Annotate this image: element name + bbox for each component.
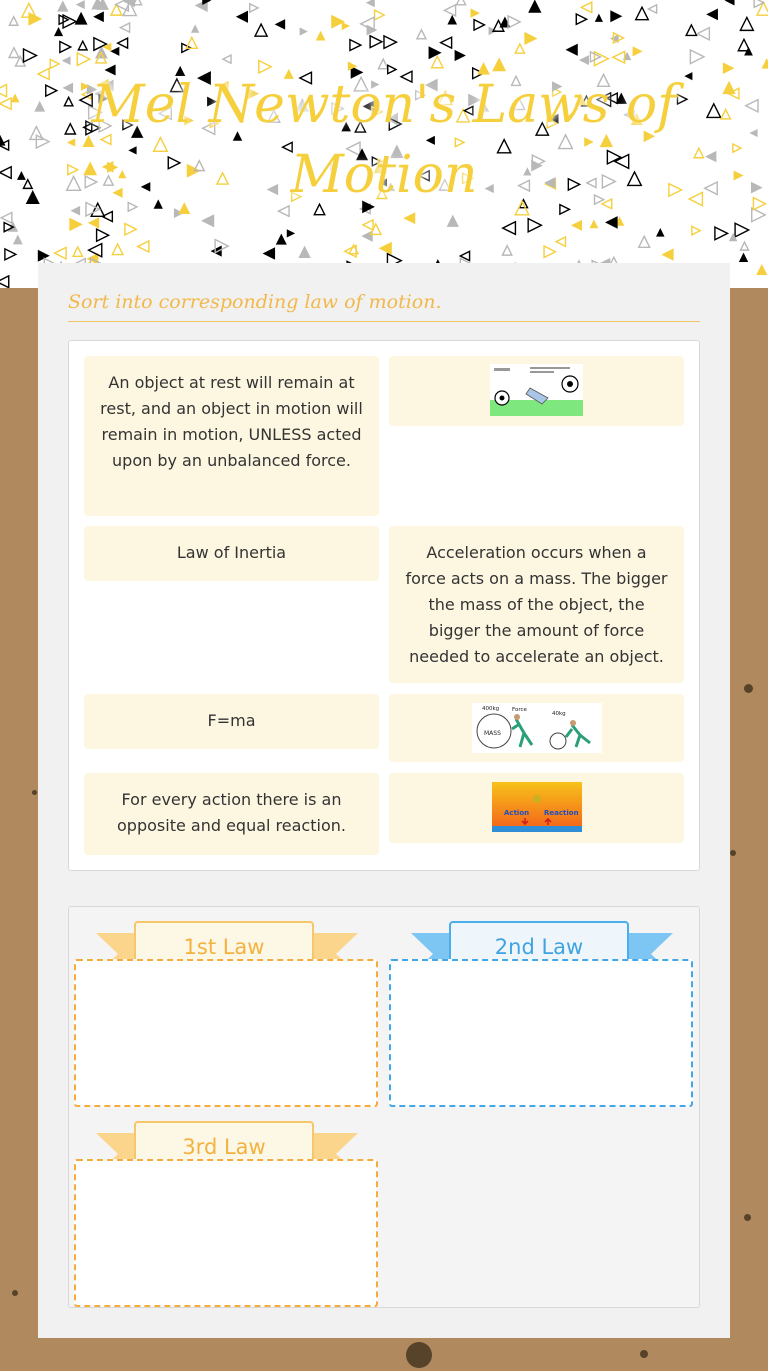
page-title: Mel Newton's Laws of Motion bbox=[91, 75, 677, 205]
pattern-triangle bbox=[316, 31, 326, 41]
pattern-triangle bbox=[50, 59, 59, 68]
pattern-triangle bbox=[255, 24, 267, 36]
pattern-triangle bbox=[734, 170, 744, 180]
pattern-triangle bbox=[502, 246, 511, 255]
pattern-triangle bbox=[735, 223, 749, 237]
pattern-triangle bbox=[723, 62, 735, 74]
pattern-triangle bbox=[378, 59, 388, 69]
pattern-triangle bbox=[23, 180, 32, 189]
pattern-triangle bbox=[595, 14, 603, 22]
tile-text: An object at rest will remain at rest, and an object in motion will remain in motion, UNLESS acted upon by an unbalanced force. bbox=[100, 373, 363, 470]
pattern-triangle bbox=[474, 20, 484, 30]
pattern-triangle bbox=[5, 249, 16, 260]
pattern-triangle bbox=[0, 98, 11, 110]
pattern-triangle bbox=[636, 7, 649, 20]
pattern-triangle bbox=[706, 9, 718, 21]
pattern-triangle bbox=[441, 37, 452, 48]
tile-text: For every action there is an opposite and equal reaction. bbox=[117, 790, 346, 835]
action-label: Action bbox=[503, 809, 529, 817]
pattern-triangle bbox=[191, 24, 199, 32]
buckets-panel bbox=[68, 906, 700, 1308]
pattern-triangle bbox=[93, 11, 104, 22]
pattern-triangle bbox=[403, 212, 415, 224]
action-reaction-image bbox=[492, 782, 582, 832]
force-label: Force bbox=[511, 707, 527, 713]
pattern-triangle bbox=[762, 58, 768, 68]
pattern-triangle bbox=[384, 36, 397, 49]
heavy-mass-label: 400kg bbox=[481, 706, 499, 712]
pattern-triangle bbox=[138, 241, 149, 252]
light-mass-label: 40kg bbox=[551, 711, 566, 717]
tile-soccer-image[interactable] bbox=[389, 356, 684, 426]
bucket-label: 2nd Law bbox=[449, 921, 629, 973]
pattern-triangle bbox=[26, 190, 40, 204]
pattern-triangle bbox=[23, 49, 36, 62]
drop-zone[interactable] bbox=[74, 1159, 378, 1307]
pattern-triangle bbox=[576, 14, 586, 24]
pattern-triangle bbox=[571, 220, 582, 231]
pattern-triangle bbox=[721, 109, 730, 118]
tile-f-equals-ma[interactable] bbox=[84, 694, 379, 749]
bucket-first-law[interactable] bbox=[74, 913, 378, 1113]
pattern-triangle bbox=[579, 55, 589, 65]
pattern-triangle bbox=[524, 32, 537, 45]
bucket-second-law[interactable] bbox=[389, 913, 693, 1113]
pattern-triangle bbox=[13, 234, 23, 244]
pattern-triangle bbox=[756, 264, 767, 275]
pattern-triangle bbox=[201, 214, 214, 227]
pattern-triangle bbox=[565, 44, 577, 56]
pattern-triangle bbox=[275, 19, 286, 30]
pattern-triangle bbox=[417, 30, 426, 39]
pattern-triangle bbox=[707, 104, 721, 118]
pattern-triangle bbox=[102, 211, 112, 221]
pattern-triangle bbox=[78, 41, 87, 50]
pattern-triangle bbox=[276, 234, 287, 245]
pattern-triangle bbox=[211, 246, 222, 257]
pattern-triangle bbox=[544, 246, 555, 257]
pattern-triangle bbox=[503, 222, 516, 235]
pattern-triangle bbox=[76, 0, 85, 9]
pattern-triangle bbox=[17, 171, 26, 180]
pattern-triangle bbox=[733, 144, 741, 152]
pattern-triangle bbox=[0, 85, 7, 97]
pattern-triangle bbox=[447, 215, 459, 227]
pattern-triangle bbox=[515, 44, 524, 53]
pattern-triangle bbox=[223, 55, 231, 63]
pattern-triangle bbox=[88, 217, 99, 228]
pattern-triangle bbox=[54, 27, 63, 36]
pattern-triangle bbox=[1, 212, 12, 223]
tile-law-of-inertia[interactable] bbox=[84, 526, 379, 581]
mass-label: MASS bbox=[483, 730, 501, 737]
pattern-triangle bbox=[366, 0, 375, 7]
pattern-triangle bbox=[470, 8, 479, 17]
pattern-triangle bbox=[375, 10, 385, 20]
pattern-triangle bbox=[110, 47, 119, 56]
pattern-triangle bbox=[639, 236, 650, 247]
pattern-triangle bbox=[77, 53, 90, 66]
pattern-triangle bbox=[69, 218, 83, 232]
tile-text: Acceleration occurs when a force acts on a mass. The bigger the mass of the object, the bigger the amount of force needed to accelerate an object. bbox=[405, 543, 668, 666]
pattern-triangle bbox=[749, 129, 757, 137]
pattern-triangle bbox=[55, 247, 67, 259]
pattern-triangle bbox=[263, 247, 275, 259]
pattern-triangle bbox=[508, 16, 520, 28]
pattern-triangle bbox=[97, 229, 109, 241]
pattern-triangle bbox=[725, 0, 735, 5]
pattern-triangle bbox=[236, 11, 248, 23]
pattern-triangle bbox=[661, 248, 673, 260]
pattern-triangle bbox=[432, 56, 444, 68]
pattern-triangle bbox=[690, 50, 704, 64]
pattern-triangle bbox=[298, 246, 310, 258]
mass-push-image bbox=[472, 703, 602, 753]
bucket-label: 1st Law bbox=[134, 921, 314, 973]
tile-action-reaction-image[interactable] bbox=[389, 773, 684, 843]
pattern-triangle bbox=[528, 219, 541, 232]
page-header bbox=[0, 0, 768, 288]
background-speck bbox=[640, 1350, 648, 1358]
pattern-triangle bbox=[455, 50, 466, 61]
bucket-third-law[interactable] bbox=[74, 1113, 378, 1313]
tile-text: F=ma bbox=[207, 711, 256, 730]
pattern-triangle bbox=[613, 51, 625, 63]
pattern-triangle bbox=[250, 4, 258, 12]
pattern-triangle bbox=[112, 244, 123, 255]
pattern-triangle bbox=[75, 12, 88, 25]
tile-first-law-definition[interactable] bbox=[84, 356, 379, 516]
pattern-triangle bbox=[429, 46, 442, 59]
tiles-panel bbox=[68, 340, 700, 871]
tile-second-law-definition[interactable] bbox=[389, 526, 684, 683]
pattern-triangle bbox=[739, 253, 748, 262]
background-speck bbox=[744, 1214, 751, 1221]
pattern-triangle bbox=[581, 2, 591, 12]
pattern-triangle bbox=[741, 242, 749, 250]
pattern-triangle bbox=[9, 48, 19, 58]
drop-zone[interactable] bbox=[74, 959, 378, 1107]
bucket-label: 3rd Law bbox=[134, 1121, 314, 1173]
pattern-triangle bbox=[556, 237, 565, 246]
tile-mass-push-image[interactable] bbox=[389, 694, 684, 762]
pattern-triangle bbox=[370, 36, 382, 48]
pattern-triangle bbox=[692, 226, 700, 234]
pattern-triangle bbox=[46, 85, 57, 96]
pattern-triangle bbox=[118, 38, 128, 48]
soccer-ball-kick-image bbox=[490, 364, 583, 416]
pattern-triangle bbox=[62, 56, 71, 65]
pattern-triangle bbox=[60, 42, 71, 53]
pattern-triangle bbox=[751, 182, 763, 194]
pattern-triangle bbox=[28, 12, 42, 26]
pattern-triangle bbox=[722, 81, 735, 94]
pattern-triangle bbox=[757, 2, 768, 15]
pattern-triangle bbox=[753, 198, 765, 210]
pattern-triangle bbox=[697, 28, 709, 40]
activity-card bbox=[38, 263, 730, 1338]
pattern-triangle bbox=[350, 40, 361, 51]
pattern-triangle bbox=[715, 227, 728, 240]
background-speck bbox=[730, 850, 736, 856]
pattern-triangle bbox=[34, 101, 45, 112]
pattern-triangle bbox=[605, 216, 618, 229]
pattern-triangle bbox=[38, 68, 49, 79]
pattern-triangle bbox=[9, 17, 18, 26]
pattern-triangle bbox=[633, 46, 643, 56]
pattern-triangle bbox=[686, 25, 696, 35]
pattern-triangle bbox=[287, 229, 295, 237]
background-speck bbox=[32, 790, 37, 795]
drop-zone[interactable] bbox=[389, 959, 693, 1107]
background-speck bbox=[406, 1342, 432, 1368]
pattern-triangle bbox=[610, 10, 622, 22]
pattern-triangle bbox=[57, 0, 68, 11]
pattern-triangle bbox=[656, 228, 665, 237]
pattern-triangle bbox=[648, 5, 656, 13]
tile-text: Law of Inertia bbox=[176, 543, 287, 562]
pattern-triangle bbox=[457, 0, 466, 5]
background-speck bbox=[744, 684, 753, 693]
pattern-triangle bbox=[342, 22, 350, 30]
pattern-triangle bbox=[111, 4, 122, 15]
pattern-triangle bbox=[11, 93, 20, 102]
pattern-triangle bbox=[73, 247, 82, 256]
pattern-triangle bbox=[120, 23, 129, 32]
pattern-triangle bbox=[0, 276, 9, 288]
pattern-triangle bbox=[589, 219, 598, 228]
pattern-triangle bbox=[444, 5, 455, 16]
reaction-label: Reaction bbox=[543, 809, 579, 817]
pattern-triangle bbox=[379, 242, 392, 255]
pattern-triangle bbox=[0, 167, 11, 179]
pattern-triangle bbox=[528, 0, 541, 13]
pattern-triangle bbox=[36, 135, 49, 148]
pattern-triangle bbox=[740, 17, 753, 30]
pattern-triangle bbox=[125, 224, 136, 235]
tile-third-law-definition[interactable] bbox=[84, 773, 379, 855]
pattern-triangle bbox=[746, 100, 758, 112]
instruction-text: Sort into corresponding law of motion. bbox=[68, 291, 700, 322]
pattern-triangle bbox=[363, 220, 373, 230]
background-speck bbox=[12, 1290, 18, 1296]
pattern-triangle bbox=[300, 27, 308, 35]
